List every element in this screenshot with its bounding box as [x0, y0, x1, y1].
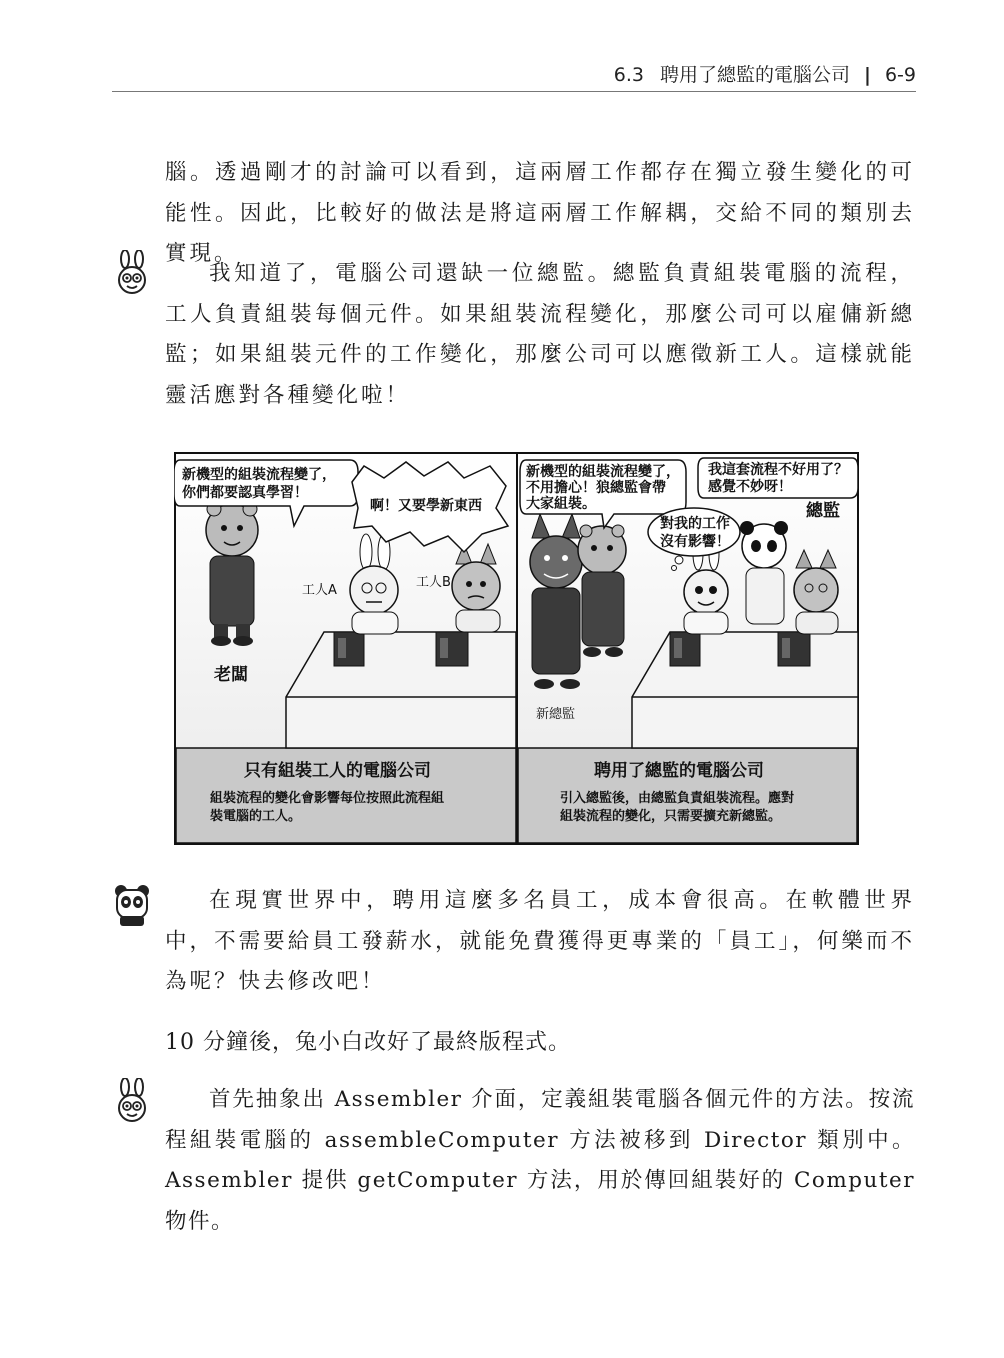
left-caption-line1: 組裝流程的變化會影響每位按照此流程組 [210, 791, 445, 806]
rabbit-icon [112, 250, 152, 296]
paragraph-3: 在現實世界中，聘用這麼多名員工，成本會很高。在軟體世界中，不需要給員工發薪水，就能免費獲得更專業的「員工」，何樂而不為呢？快去修改吧！ [165, 888, 915, 994]
boss-right-line2: 不用擔心！狼總監會帶 [526, 480, 666, 496]
new-director-label: 新總監 [536, 707, 576, 722]
boss-right-line1: 新機型的組裝流程變了， [526, 464, 680, 480]
worker-thought-line1: 對我的工作 [660, 516, 730, 532]
right-caption-line2: 組裝流程的變化，只需要擴充新總監。 [560, 809, 782, 824]
left-desk [286, 632, 516, 748]
worker-a-label: 工人A [302, 583, 337, 598]
boss-label: 老闆 [214, 665, 248, 685]
computer-b [436, 632, 468, 666]
comic-illustration [174, 452, 859, 847]
worker-shout-text: 啊！又要學新東西 [370, 498, 482, 514]
paragraph-2: 我知道了，電腦公司還缺一位總監。總監負責組裝電腦的流程，工人負責組裝每個元件。如果組裝流程變化，那麼公司可以雇傭新總監；如果組裝元件的工作變化，那麼公司可以應徵新工人。這樣就能靈活應對各種變化啦！ [165, 261, 915, 408]
header-rule [112, 91, 916, 92]
right-caption-title: 聘用了總監的電腦公司 [594, 761, 764, 781]
director-thought-line1: 我這套流程不好用了？ [708, 462, 848, 478]
header-section: 6.3 [613, 64, 644, 86]
panda-icon [112, 882, 152, 928]
panda-director [740, 521, 788, 624]
boss-bubble-line2: 你們都要認真學習！ [182, 485, 308, 501]
boss-bubble-line1: 新機型的組裝流程變了， [182, 467, 336, 483]
right-caption-line1: 引入總監後，由總監負責組裝流程。應對 [560, 791, 795, 806]
left-caption-title: 只有組裝工人的電腦公司 [244, 761, 431, 781]
header-title: 聘用了總監的電腦公司 [659, 64, 850, 86]
paragraph-1: 腦。透過剛才的討論可以看到，這兩層工作都存在獨立發生變化的可能性。因此，比較好的做法是將這兩層工作解耦，交給不同的類別去實現。 [165, 160, 915, 266]
computer-c [670, 632, 700, 666]
rabbit-icon [112, 1078, 152, 1124]
boss-tiger-right [578, 525, 626, 657]
running-header [112, 52, 916, 92]
header-separator: | [864, 64, 871, 86]
left-caption-line2: 裝電腦的工人。 [210, 809, 302, 824]
computer-a [334, 632, 364, 666]
computer-d [778, 632, 810, 666]
director-thought-line2: 感覺不妙呀！ [708, 479, 792, 495]
boss-right-line3: 大家組裝。 [526, 496, 596, 512]
worker-thought-line2: 沒有影響！ [660, 534, 730, 550]
director-label: 總監 [806, 501, 840, 521]
paragraph-5: 首先抽象出 Assembler 介面，定義組裝電腦各個元件的方法。按流程組裝電腦的 assembleComputer 方法被移到 Director 類別中。Assembler 提供 getComputer 方法，用於傳回組裝好的 Computer 物件。 [165, 1087, 915, 1234]
page-number: 6-9 [884, 64, 916, 86]
boss-tiger [206, 502, 258, 646]
header-text [614, 60, 916, 87]
paragraph-4: 10 分鐘後，兔小白改好了最終版程式。 [165, 1030, 571, 1055]
right-desk [632, 632, 858, 748]
worker-b-label: 工人B [416, 575, 451, 590]
